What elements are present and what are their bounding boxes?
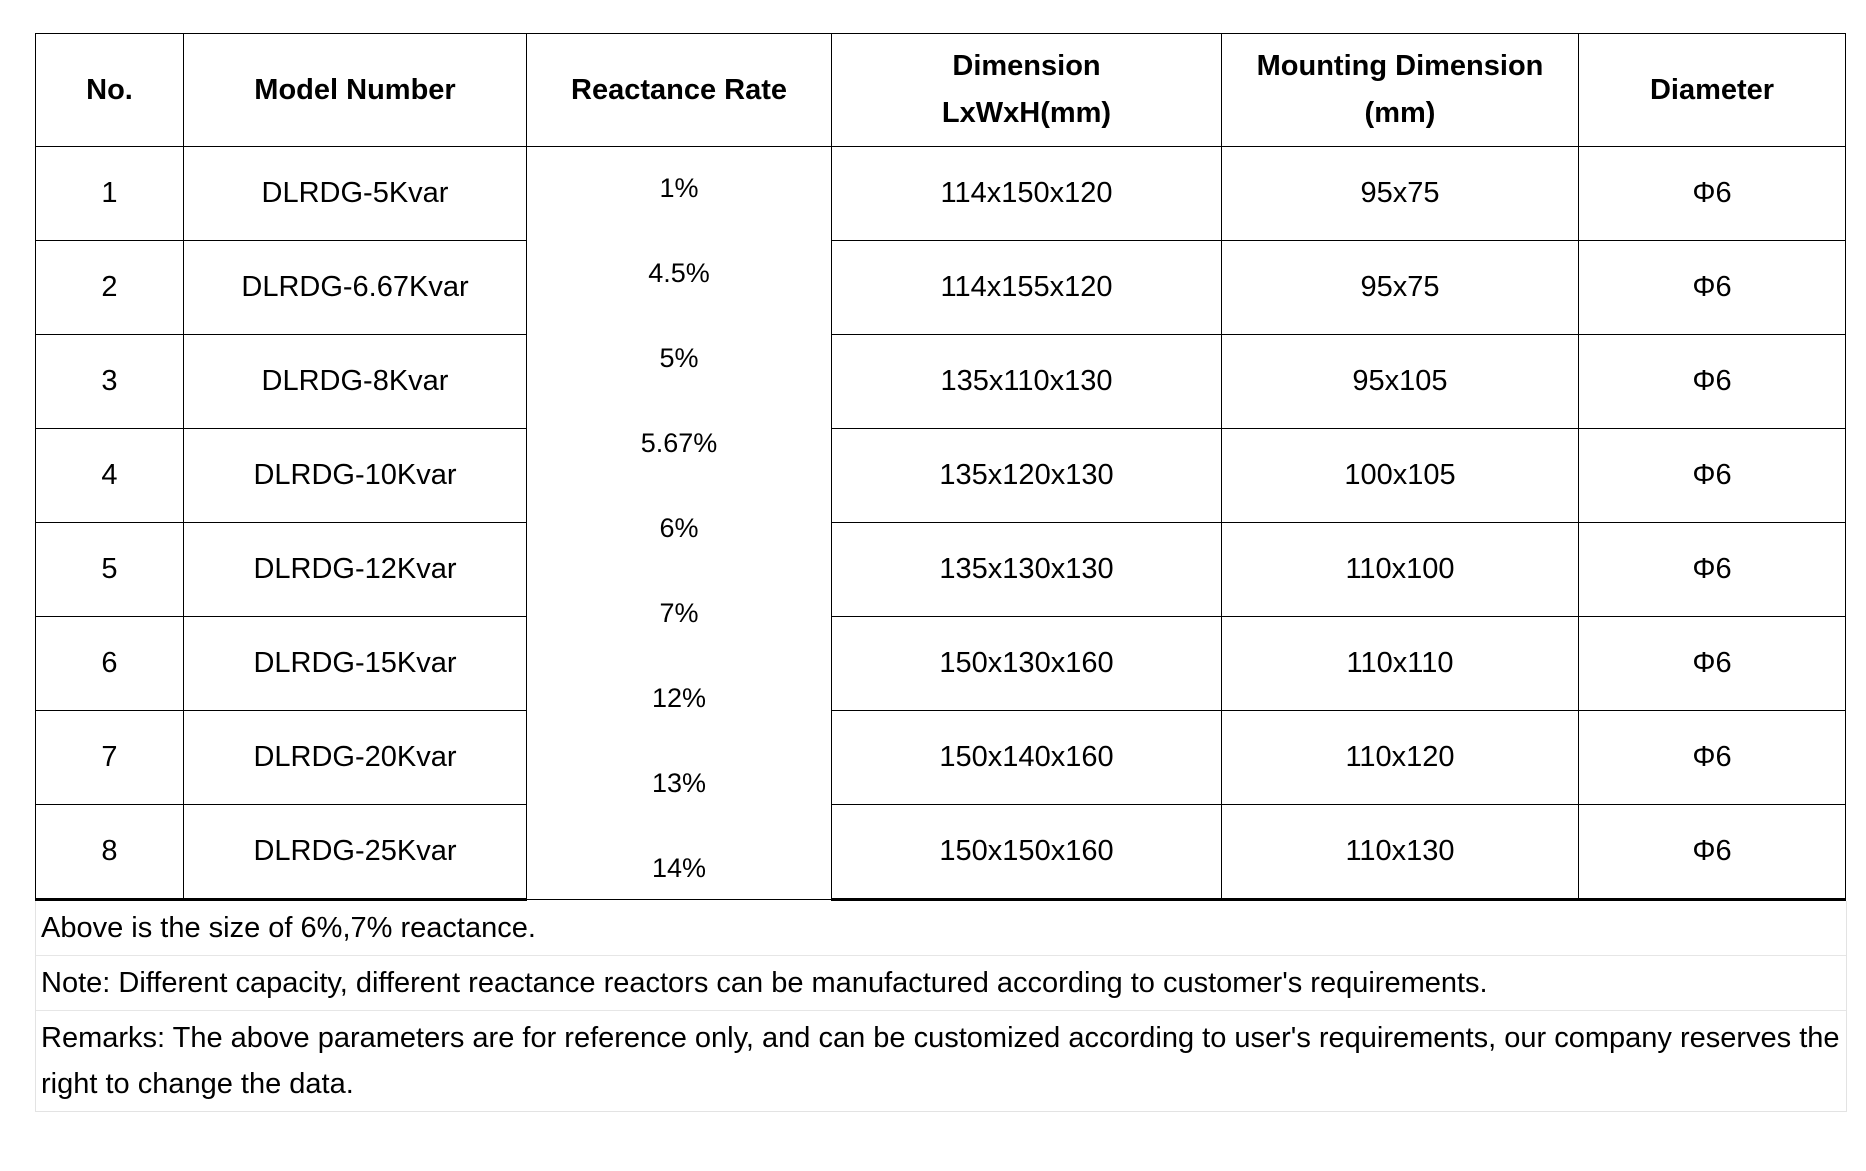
cell-diameter: Φ6 — [1579, 241, 1846, 335]
cell-diameter: Φ6 — [1579, 711, 1846, 805]
cell-dimension: 135x120x130 — [832, 429, 1222, 523]
header-dimension-line2: LxWxH(mm) — [941, 97, 1112, 129]
cell-model: DLRDG-10Kvar — [184, 429, 527, 523]
cell-no: 3 — [36, 335, 184, 429]
reactance-rate-item: 12% — [651, 683, 707, 713]
cell-dimension: 150x150x160 — [832, 805, 1222, 900]
table-row — [36, 335, 1846, 429]
cell-no: 1 — [36, 147, 184, 241]
reactance-rate-item: 13% — [651, 768, 707, 798]
cell-model: DLRDG-5Kvar — [184, 147, 527, 241]
cell-no: 7 — [36, 711, 184, 805]
cell-mounting: 95x75 — [1222, 147, 1579, 241]
cell-mounting: 95x105 — [1222, 335, 1579, 429]
cell-diameter: Φ6 — [1579, 523, 1846, 617]
header-dimension — [832, 34, 1222, 147]
reactance-rate-cell — [527, 147, 832, 900]
notes-section — [35, 901, 1847, 1112]
spec-table — [35, 33, 1846, 901]
header-reactance-rate: Reactance Rate — [527, 34, 832, 147]
table-row — [36, 617, 1846, 711]
cell-dimension: 114x155x120 — [832, 241, 1222, 335]
cell-model: DLRDG-15Kvar — [184, 617, 527, 711]
reactance-rate-item: 14% — [651, 853, 707, 883]
cell-mounting: 100x105 — [1222, 429, 1579, 523]
cell-model: DLRDG-12Kvar — [184, 523, 527, 617]
cell-dimension: 114x150x120 — [832, 147, 1222, 241]
cell-model: DLRDG-20Kvar — [184, 711, 527, 805]
cell-dimension: 135x130x130 — [832, 523, 1222, 617]
cell-dimension: 150x130x160 — [832, 617, 1222, 711]
header-mounting-line1: Mounting Dimension — [1256, 50, 1544, 82]
cell-no: 5 — [36, 523, 184, 617]
cell-diameter: Φ6 — [1579, 429, 1846, 523]
size-note: Above is the size of 6%,7% reactance. — [41, 912, 536, 944]
reactance-rate-item: 4.5% — [648, 258, 710, 288]
cell-mounting: 110x110 — [1222, 617, 1579, 711]
reactance-rate-item: 5% — [659, 343, 699, 373]
cell-mounting: 95x75 — [1222, 241, 1579, 335]
cell-no: 4 — [36, 429, 184, 523]
header-mounting-line2: (mm) — [1364, 97, 1436, 129]
header-dimension-line1: Dimension — [952, 50, 1101, 82]
table-row — [36, 523, 1846, 617]
reactance-rate-item: 5.67% — [640, 428, 718, 458]
header-mounting-dimension — [1222, 34, 1579, 147]
cell-mounting: 110x100 — [1222, 523, 1579, 617]
table-row — [36, 241, 1846, 335]
reactance-rate-item: 1% — [659, 173, 699, 203]
table-row — [36, 711, 1846, 805]
cell-model: DLRDG-8Kvar — [184, 335, 527, 429]
reactance-rate-item: 6% — [659, 513, 699, 543]
header-row — [36, 34, 1846, 147]
cell-diameter: Φ6 — [1579, 147, 1846, 241]
cell-no: 2 — [36, 241, 184, 335]
spec-sheet — [35, 33, 1845, 1112]
header-diameter: Diameter — [1579, 34, 1846, 147]
header-no: No. — [36, 34, 184, 147]
cell-model: DLRDG-6.67Kvar — [184, 241, 527, 335]
table-row — [36, 805, 1846, 900]
table-row — [36, 147, 1846, 241]
cell-mounting: 110x130 — [1222, 805, 1579, 900]
header-model-number: Model Number — [184, 34, 527, 147]
cell-no: 8 — [36, 805, 184, 900]
capacity-note: Note: Different capacity, different reactance reactors can be manufactured according to customer's requirements. — [36, 955, 1846, 1010]
remarks-note: Remarks: The above parameters are for reference only, and can be customized according to user's requirements, our company reserves the right to change the data. — [36, 1010, 1846, 1111]
cell-no: 6 — [36, 617, 184, 711]
cell-diameter: Φ6 — [1579, 805, 1846, 900]
cell-diameter: Φ6 — [1579, 617, 1846, 711]
cell-dimension: 135x110x130 — [832, 335, 1222, 429]
cell-mounting: 110x120 — [1222, 711, 1579, 805]
cell-model: DLRDG-25Kvar — [184, 805, 527, 900]
cell-dimension: 150x140x160 — [832, 711, 1222, 805]
table-row — [36, 429, 1846, 523]
reactance-rate-list — [527, 147, 831, 899]
cell-diameter: Φ6 — [1579, 335, 1846, 429]
reactance-rate-item: 7% — [659, 598, 699, 628]
